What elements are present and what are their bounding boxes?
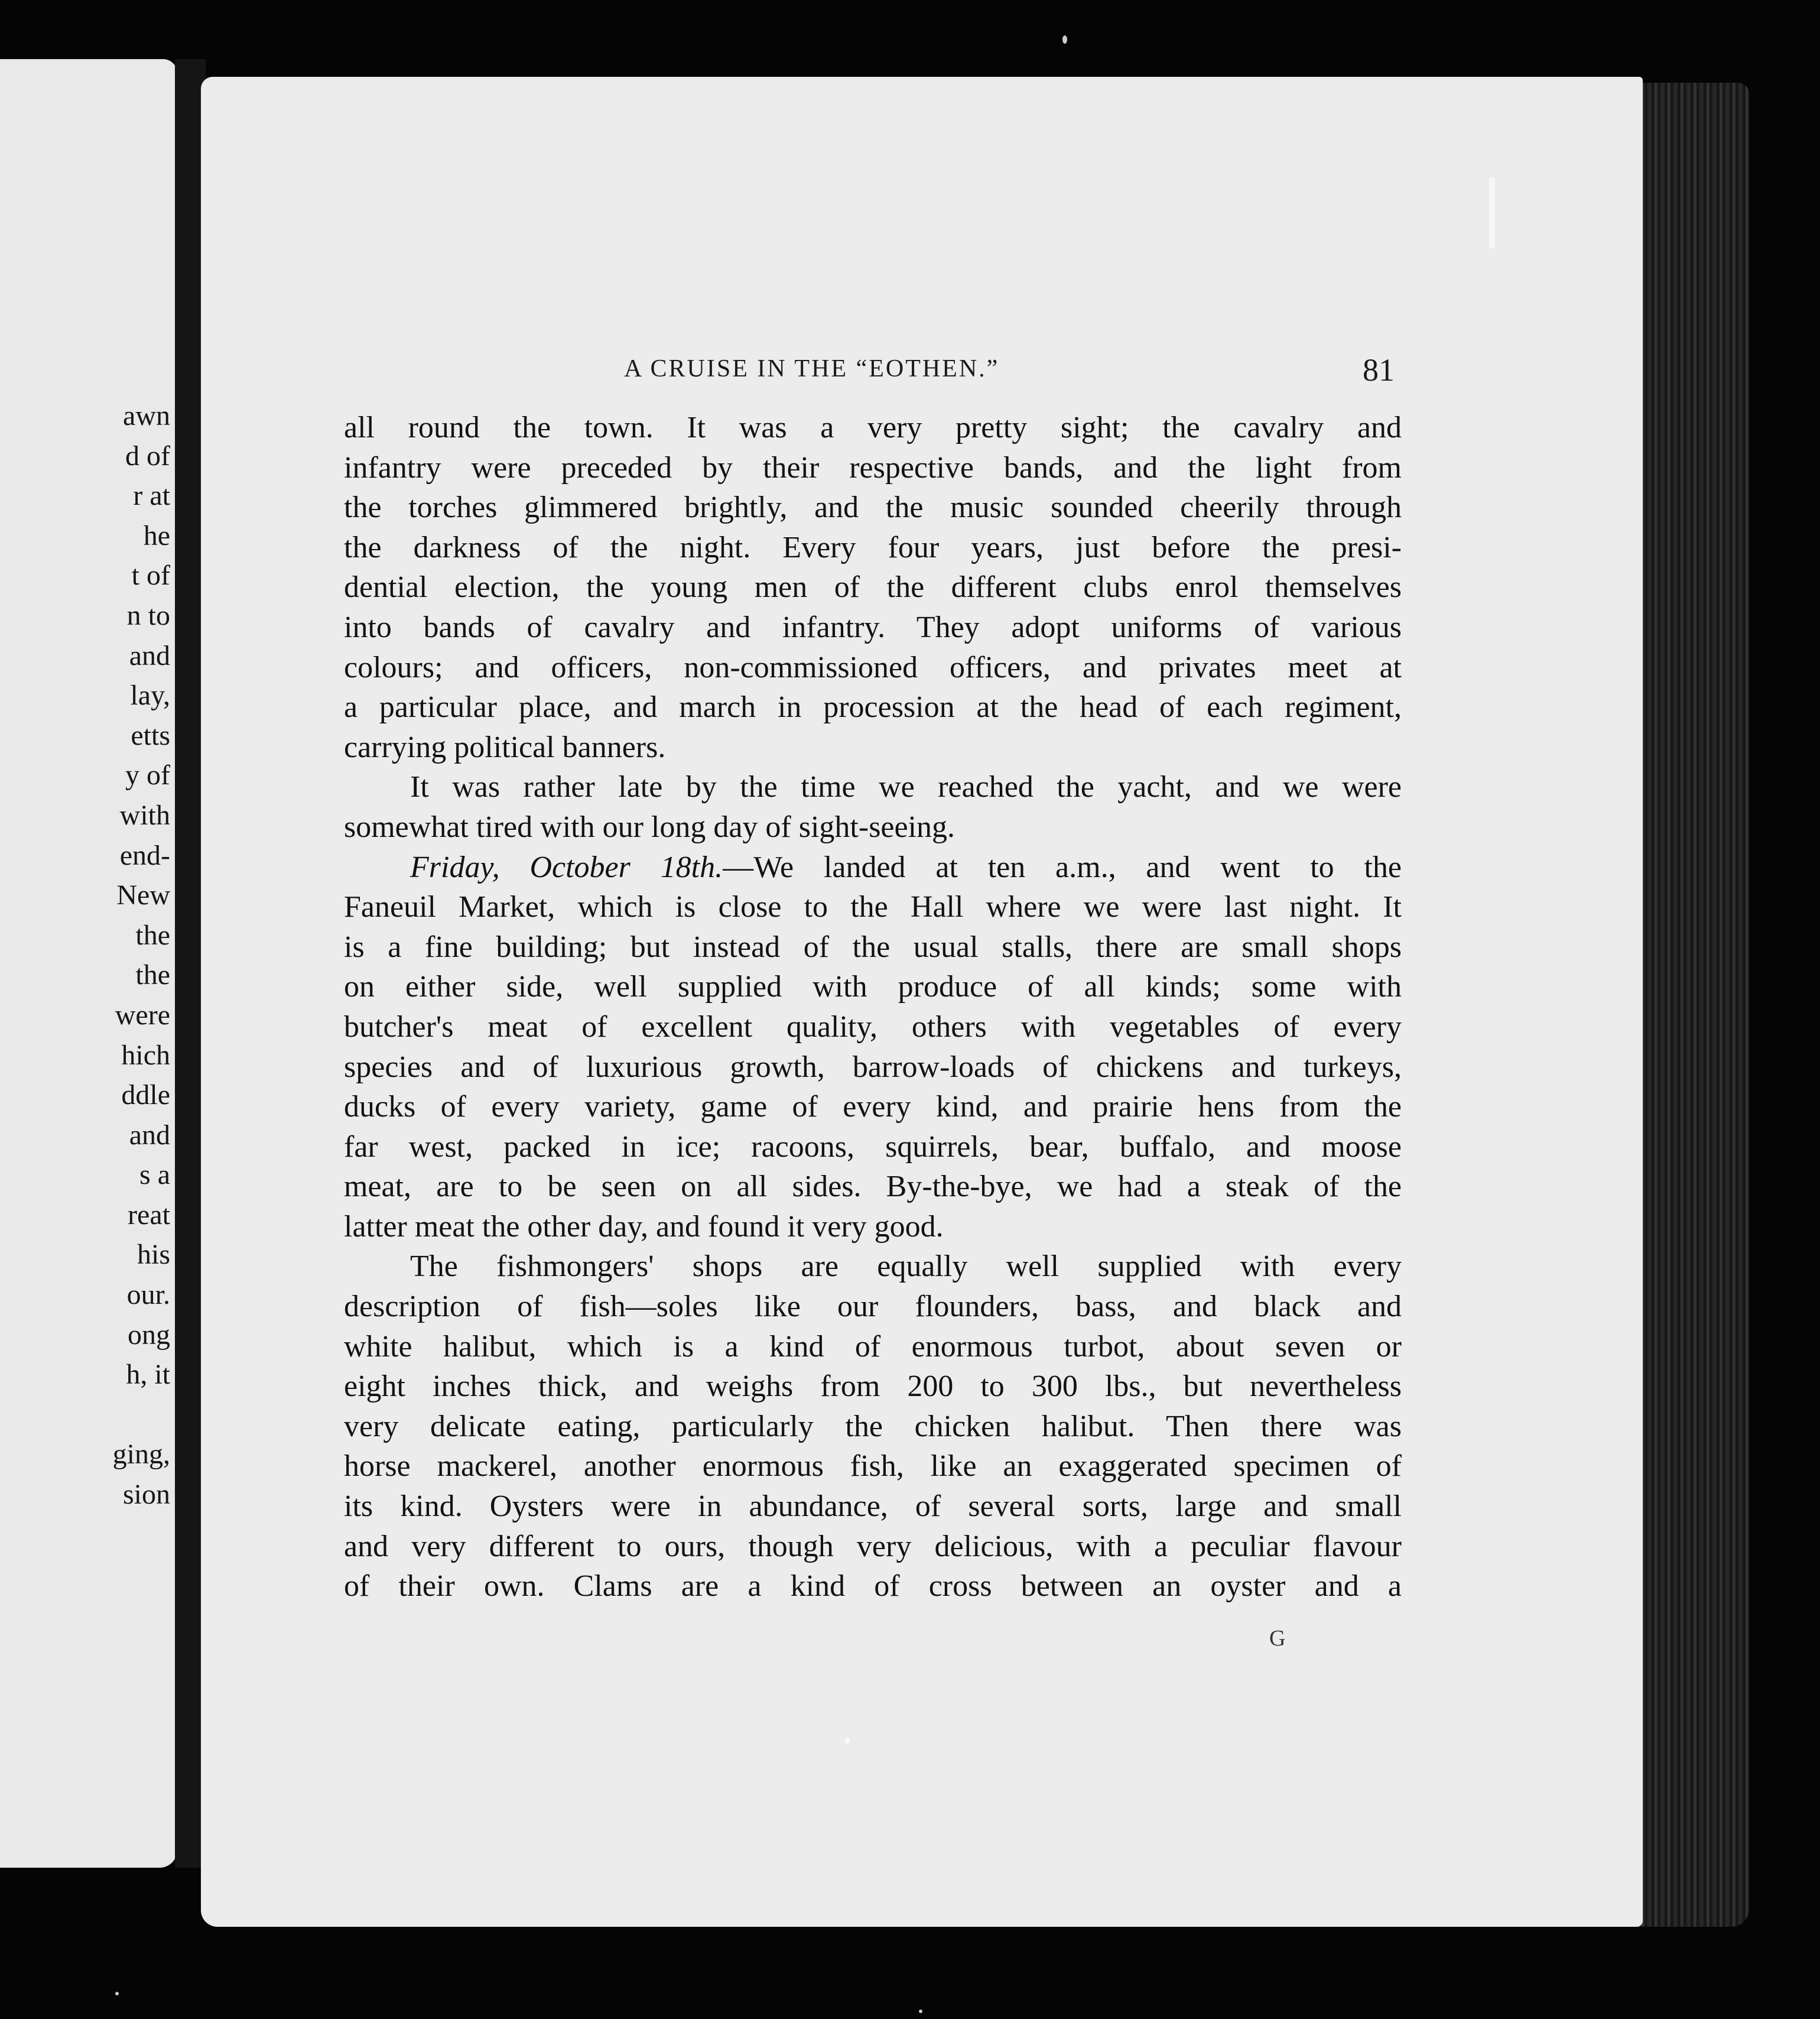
text-line: white halibut, which is a kind of enormous turbot, about seven or bbox=[344, 1329, 1402, 1364]
left-fragment: ging, bbox=[112, 1439, 170, 1471]
left-fragment: lay, bbox=[130, 680, 170, 712]
page-number: 81 bbox=[1363, 352, 1395, 388]
page-body-text bbox=[344, 408, 1402, 1606]
text-line: is a fine building; but instead of the usual stalls, there are small shops bbox=[344, 930, 1402, 964]
text-line: latter meat the other day, and found it very good. bbox=[344, 1209, 944, 1244]
dateline-line bbox=[344, 848, 1402, 888]
text-line: eight inches thick, and weighs from 200 to 300 lbs., but nevertheless bbox=[344, 1369, 1402, 1404]
left-fragment: his bbox=[136, 1239, 170, 1271]
text-line: species and of luxurious growth, barrow-loads of chickens and turkeys, bbox=[344, 1050, 1402, 1084]
signature-mark: G bbox=[1269, 1626, 1286, 1651]
text-line: very delicate eating, particularly the chicken halibut. Then there was bbox=[344, 1409, 1402, 1443]
text-line: butcher's meat of excellent quality, others with vegetables of every bbox=[344, 1009, 1402, 1044]
left-fragment: s a bbox=[139, 1159, 170, 1191]
left-fragment: New bbox=[116, 879, 170, 911]
text-line: colours; and officers, non-commissioned officers, and privates meet at bbox=[344, 650, 1402, 684]
running-head: A CRUISE IN THE “EOTHEN.” bbox=[624, 355, 1000, 382]
text-line: horse mackerel, another enormous fish, like an exaggerated specimen of bbox=[344, 1449, 1402, 1484]
left-fragment: he bbox=[143, 520, 170, 551]
scan-speck bbox=[919, 2010, 922, 2013]
text-line: on either side, well supplied with produce of all kinds; some with bbox=[344, 970, 1402, 1004]
left-fragment: the bbox=[135, 959, 170, 991]
text-line: dential election, the young men of the different clubs enrol themselves bbox=[344, 570, 1402, 605]
left-fragment: ong bbox=[128, 1319, 170, 1351]
text-line: meat, are to be seen on all sides. By-the-bye, we had a steak of the bbox=[344, 1170, 1402, 1204]
text-line: far west, packed in ice; racoons, squirrels, bear, buffalo, and moose bbox=[344, 1129, 1402, 1164]
text-line: a particular place, and march in procession at the head of each regiment, bbox=[344, 690, 1402, 725]
left-fragment: h, it bbox=[126, 1359, 170, 1391]
left-fragment bbox=[113, 1395, 170, 1435]
text-line: infantry were preceded by their respective bands, and the light from bbox=[344, 450, 1402, 485]
scan-speck bbox=[115, 1992, 119, 1995]
text-line: description of fish—soles like our flounders, bass, and black and bbox=[344, 1290, 1402, 1324]
scan-speck bbox=[1062, 35, 1067, 44]
left-fragment: ddle bbox=[121, 1079, 170, 1111]
dateline: Friday, October 18th. bbox=[410, 850, 723, 884]
left-fragment: awn bbox=[123, 400, 170, 431]
left-fragment: our. bbox=[126, 1279, 170, 1311]
left-fragment: r at bbox=[133, 480, 170, 512]
left-fragment: reat bbox=[128, 1199, 170, 1231]
text-line: of their own. Clams are a kind of cross between an oyster and a bbox=[344, 1569, 1402, 1603]
left-fragment: etts bbox=[131, 719, 170, 751]
text-line: its kind. Oysters were in abundance, of several sorts, large and small bbox=[344, 1489, 1402, 1524]
text-line: carrying political banners. bbox=[344, 730, 666, 764]
left-facing-page bbox=[0, 59, 177, 1868]
left-fragment: n to bbox=[126, 599, 170, 631]
text-line: It was rather late by the time we reached the yacht, and we were bbox=[410, 770, 1402, 804]
left-fragment: t of bbox=[131, 560, 170, 592]
scan-speck bbox=[845, 1738, 850, 1744]
left-fragment: hich bbox=[121, 1039, 170, 1071]
left-fragment: the bbox=[135, 919, 170, 951]
text-line: ducks of every variety, game of every kind, and prairie hens from the bbox=[344, 1090, 1402, 1124]
text-line: Faneuil Market, which is close to the Hall where we were last night. It bbox=[344, 890, 1402, 924]
text-line: the torches glimmered brightly, and the music sounded cheerily through bbox=[344, 491, 1402, 525]
left-fragment: with bbox=[119, 799, 170, 831]
left-fragment: y of bbox=[125, 759, 170, 791]
text-line: —We landed at ten a.m., and went to the bbox=[723, 850, 1402, 884]
left-fragment: d of bbox=[125, 440, 170, 472]
text-line: all round the town. It was a very pretty sight; the cavalry and bbox=[344, 411, 1402, 444]
text-line: the darkness of the night. Every four years, just before the presi- bbox=[344, 530, 1402, 564]
left-fragment: were bbox=[115, 999, 170, 1031]
scan-speck bbox=[1489, 177, 1495, 248]
text-line: and very different to ours, though very delicious, with a peculiar flavour bbox=[344, 1529, 1402, 1563]
left-fragment: and bbox=[129, 640, 170, 671]
text-line: somewhat tired with our long day of sight-seeing. bbox=[344, 810, 956, 844]
left-page-text-fragments bbox=[113, 396, 170, 1515]
left-fragment: end- bbox=[119, 839, 170, 871]
left-fragment: sion bbox=[122, 1479, 170, 1511]
text-line: into bands of cavalry and infantry. They adopt uniforms of various bbox=[344, 610, 1402, 644]
text-line: The fishmongers' shops are equally well supplied with every bbox=[410, 1249, 1402, 1284]
left-fragment: and bbox=[129, 1119, 170, 1151]
